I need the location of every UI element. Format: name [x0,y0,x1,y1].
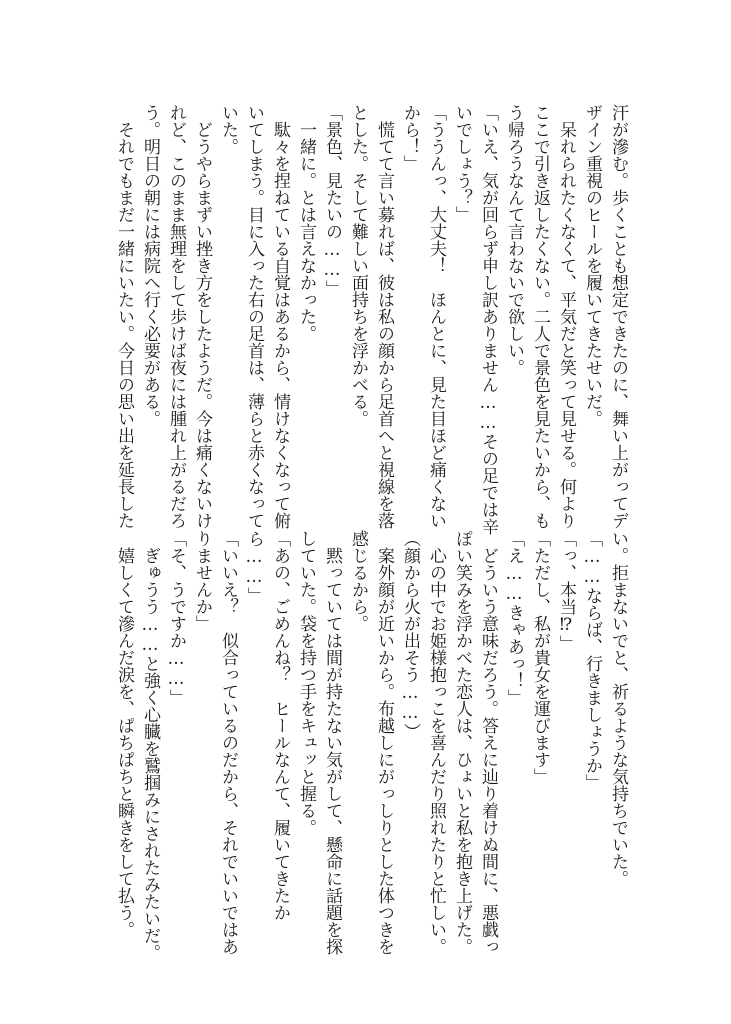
text-line: う。明日の朝には病院へ行く必要がある。 [140,104,160,427]
text-line: それでもまだ一緒にいたい。今日の思い出を延長した [114,104,134,529]
text-line: ここで引き返したくない。二人で景色を見たいから、も [530,104,550,529]
text-line: 「景色、見たいの……」 [322,104,342,297]
text-line: 「いえ、気が回らず申し訳ありません……その足では辛 [478,104,498,535]
text-line: 黙っていては間が持たない気がして、懸命に話題を探 [322,530,342,955]
text-line: 「ううんっ、大丈夫！ ほんとに、見た目ほど痛くない [426,104,446,529]
text-line: 「ただし、私が貴女を運びます」 [530,530,550,785]
text-line: いてしまう。目に入った右の足首は、薄らと赤くなって [244,104,264,529]
text-line: ぽい笑みを浮かべた恋人は、ひょいと私を抱き上げた。 [452,530,472,955]
text-line: りませんか」 [192,530,212,632]
text-line: から！」 [400,104,420,172]
text-line: 「そ、うですか……」 [166,530,186,706]
text-line: 「いいえ？ 似合っているのだから、それでいいではあ [218,530,238,955]
text-line: どういう意味だろう。答えに辿り着けぬ間に、悪戯っ [478,530,498,955]
text-line: れど、このまま無理をして歩けば夜には腫れ上がるだろ [166,104,186,529]
text-line: 「っ、本当⁉」 [556,530,576,652]
text-line: とした。そして難しい面持ちを浮かべる。 [348,104,368,427]
text-line: いでしょう？」 [452,104,472,223]
text-line: いた。 [218,104,238,155]
text-line: う帰ろうなんて言わないで欲しい。 [504,104,524,376]
text-block-bottom [114,530,631,961]
text-line: 「あの、ごめんね？ ヒールなんて、履いてきたか [270,530,290,921]
text-line: どうやらまずい挫き方をしたようだ。今は痛くないけ [192,104,212,529]
text-block-top [114,104,631,535]
text-line: していた。袋を持つ手をキュッと握る。 [296,530,316,836]
text-line: 感じるから。 [348,530,368,632]
text-line: 汗が滲む。歩くことも想定できたのに、舞い上がってデ [608,104,628,529]
text-line: 案外顔が近いから。布越しにがっしりとした体つきを [374,530,394,955]
text-line: ザイン重視のヒールを履いてきたせいだ。 [582,104,602,427]
text-line: い。拒まないでと、祈るような気持ちでいた。 [608,530,628,887]
text-line: ら……」 [244,530,264,604]
text-line: 「え……きゃあっ！」 [504,530,524,706]
text-line: 駄々を捏ねている自覚はあるから、情けなくなって俯 [270,104,290,529]
text-line: 一緒に。とは言えなかった。 [296,104,316,342]
text-line: 慌てて言い募れば、彼は私の顔から足首へと視線を落 [374,104,394,529]
text-line: 呆れられたくなくて、平気だと笑って見せる。何より [556,104,576,529]
text-line: ぎゅうう……と強く心臓を鷲掴みにされたみたいだ。 [140,530,160,961]
text-line: （顔から火が出そう……） [400,530,420,740]
text-line: 心の中でお姫様抱っこを喜んだり照れたりと忙しい。 [426,530,446,955]
text-line: 嬉しくて滲んだ涙を、ぱちぱちと瞬きをして払う。 [114,530,134,938]
text-line: 「……ならば、行きましょうか」 [582,530,602,791]
